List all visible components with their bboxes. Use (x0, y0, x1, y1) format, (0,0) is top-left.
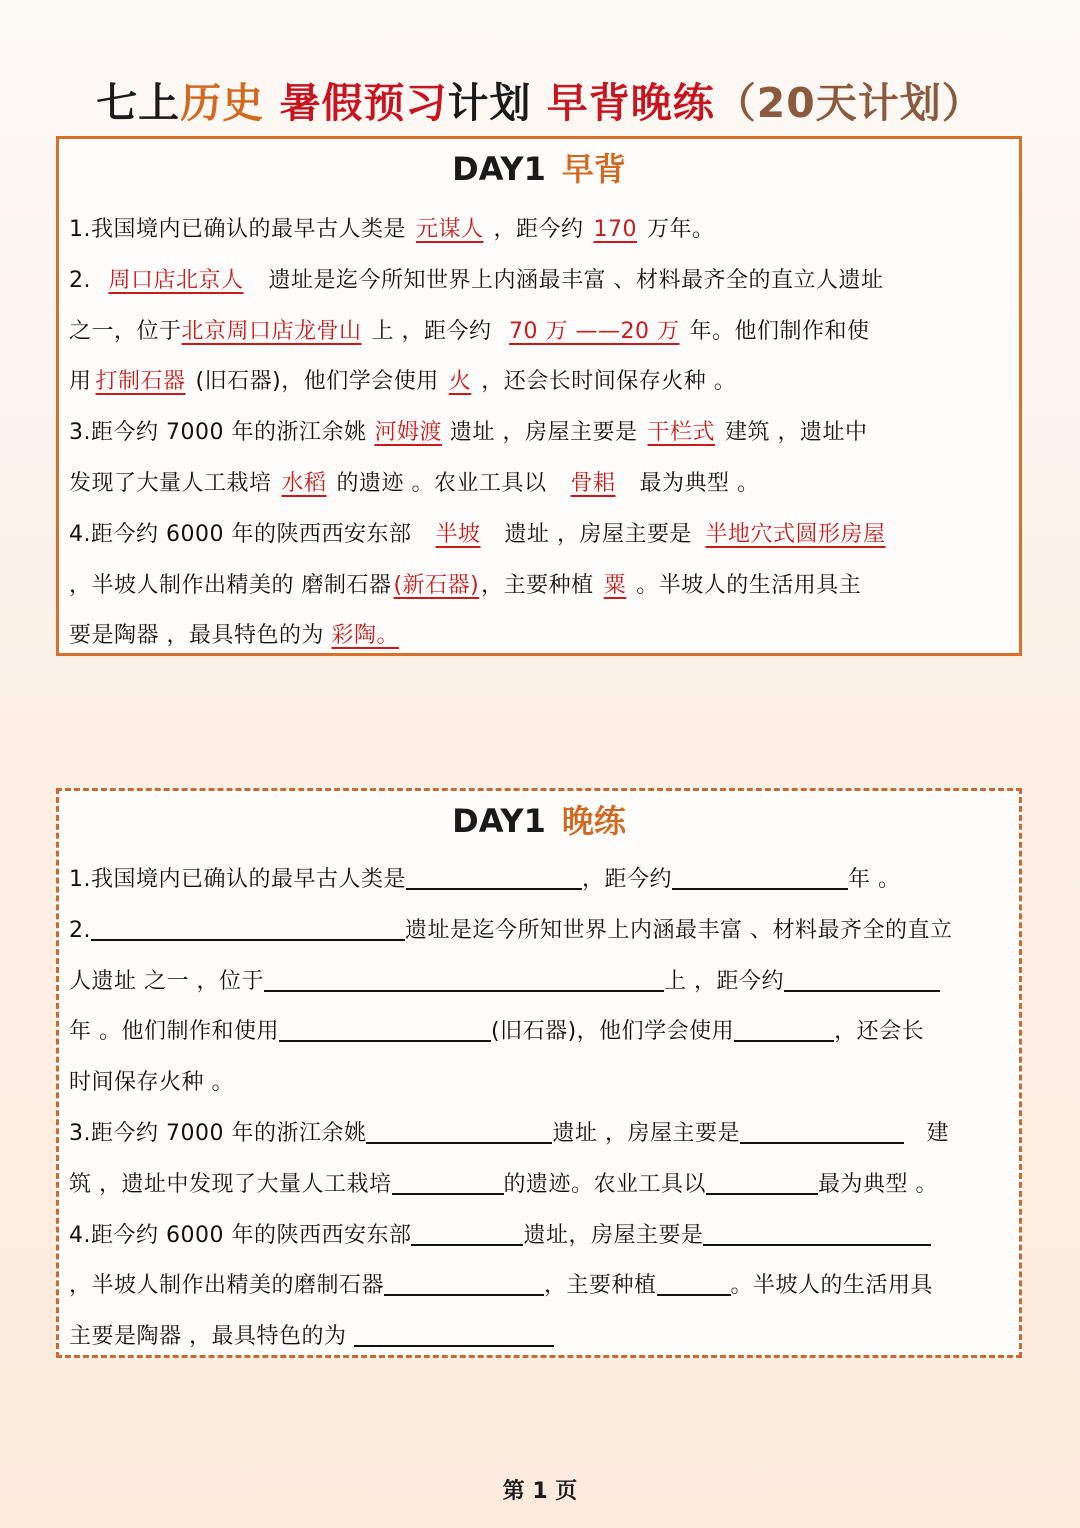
morning-content (59, 205, 1019, 662)
evening-q2-line1: 2. 遗址是迄今所知世界上内涵最丰富 、材料最齐全的直立 (69, 906, 1009, 957)
evening-q2-line3: 年 。他们制作和使用 (旧石器)，他们学会使用 ，还会长 (69, 1007, 1009, 1058)
evening-q4-line2: ，半坡人制作出精美的磨制石器 ，主要种植 。半坡人的生活用具 (69, 1261, 1009, 1312)
evening-practice-box (56, 788, 1022, 1358)
answer-blank[interactable] (384, 1268, 544, 1296)
evening-label: 晚练 (561, 802, 626, 840)
morning-day: DAY1 (452, 150, 546, 188)
answer-text: 骨耜 (570, 470, 616, 496)
title-part3: 暑假预习 (279, 79, 448, 127)
morning-q3-line1: 3.距今约 7000 年的浙江余姚 河姆渡 遗址 ，房屋主要是 干栏式 建筑 ，遗址中 (69, 420, 868, 446)
answer-blank[interactable] (784, 964, 940, 992)
answer-text: 元谋人 (416, 217, 484, 242)
answer-blank[interactable] (366, 1116, 552, 1144)
answer-blank[interactable] (672, 862, 848, 890)
evening-q4-line3: 主要是陶器 ，最具特色的为 (69, 1312, 1009, 1363)
evening-content (59, 855, 1019, 1363)
morning-label: 早背 (561, 150, 626, 188)
morning-q2-line2: 之一，位于北京周口店龙骨山 上 ，距今约 70 万 ——20 万 年。他们制作和使 (69, 318, 870, 344)
morning-q2-line1: 2. 周口店北京人 遗址是迄今所知世界上内涵最丰富 、材料最齐全的直立人遗址 (69, 267, 884, 293)
morning-recite-box (56, 136, 1022, 656)
morning-heading (59, 147, 1019, 191)
answer-text: 彩陶。 (331, 623, 400, 649)
evening-heading (59, 799, 1019, 843)
title-part4: 计划 (447, 79, 532, 127)
page-title (0, 70, 1080, 129)
evening-day: DAY1 (452, 802, 546, 840)
answer-text: 干栏式 (647, 420, 715, 446)
title-part1: 七上 (96, 79, 181, 127)
title-part6: （20天计划） (714, 79, 984, 127)
answer-text: 北京周口店龙骨山 (181, 318, 362, 344)
title-part5: 早背晚练 (546, 79, 715, 127)
answer-blank[interactable] (703, 1218, 931, 1246)
evening-q4-line1: 4.距今约 6000 年的陕西西安东部 遗址，房屋主要是 (69, 1211, 1009, 1262)
answer-text: 周口店北京人 (108, 267, 244, 293)
answer-text: 半坡 (435, 521, 481, 547)
morning-q4-line2: ，半坡人制作出精美的 磨制石器(新石器)，主要种植 粟 。半坡人的生活用具主 (69, 572, 862, 598)
answer-blank[interactable] (91, 913, 405, 941)
answer-text: (新石器) (393, 572, 480, 598)
answer-blank[interactable] (657, 1268, 731, 1296)
answer-blank[interactable] (354, 1319, 554, 1347)
answer-blank[interactable] (734, 1014, 834, 1042)
answer-text: 170 (593, 217, 638, 242)
answer-text: 水稻 (281, 470, 327, 496)
evening-q3-line1: 3.距今约 7000 年的浙江余姚 遗址 ，房屋主要是 建 (69, 1109, 1009, 1160)
evening-q2-line4: 时间保存火种 。 (69, 1070, 234, 1096)
answer-text: 半地穴式圆形房屋 (705, 521, 886, 547)
evening-q2-line2: 人遗址 之一 ，位于 上 ，距今约 (69, 957, 1009, 1008)
morning-q1: 1.我国境内已确认的最早古人类是 元谋人 ，距今约 170 万年。 (69, 217, 715, 242)
answer-text: 河姆渡 (374, 420, 442, 446)
answer-blank[interactable] (411, 1218, 523, 1246)
page-number: 第 1 页 (502, 1479, 578, 1504)
answer-text: 火 (448, 369, 472, 395)
evening-q1: 1.我国境内已确认的最早古人类是 ，距今约 年 。 (69, 855, 1009, 906)
answer-text: 粟 (603, 572, 627, 598)
answer-blank[interactable] (406, 862, 582, 890)
answer-blank[interactable] (706, 1167, 818, 1195)
answer-blank[interactable] (740, 1116, 904, 1144)
answer-text: 70 万 ——20 万 (509, 318, 680, 344)
answer-blank[interactable] (264, 964, 664, 992)
evening-q3-line2: 筑 ，遗址中发现了大量人工栽培 的遗迹。农业工具以 最为典型 。 (69, 1160, 1009, 1211)
answer-blank[interactable] (279, 1014, 491, 1042)
title-part2: 历史 (180, 79, 265, 127)
answer-text: 打制石器 (95, 369, 186, 395)
morning-q2-line3: 用 打制石器 (旧石器)，他们学会使用 火 ，还会长时间保存火种 。 (69, 369, 737, 395)
answer-blank[interactable] (392, 1167, 504, 1195)
morning-q4-line1: 4.距今约 6000 年的陕西西安东部 半坡 遗址 ，房屋主要是 半地穴式圆形房屋 (69, 510, 1009, 561)
morning-q4-line3: 要是陶器 ，最具特色的为 彩陶。 (69, 623, 400, 649)
morning-q3-line2: 发现了大量人工栽培 水稻 的遗迹 。农业工具以 骨耜 最为典型 。 (69, 470, 760, 496)
